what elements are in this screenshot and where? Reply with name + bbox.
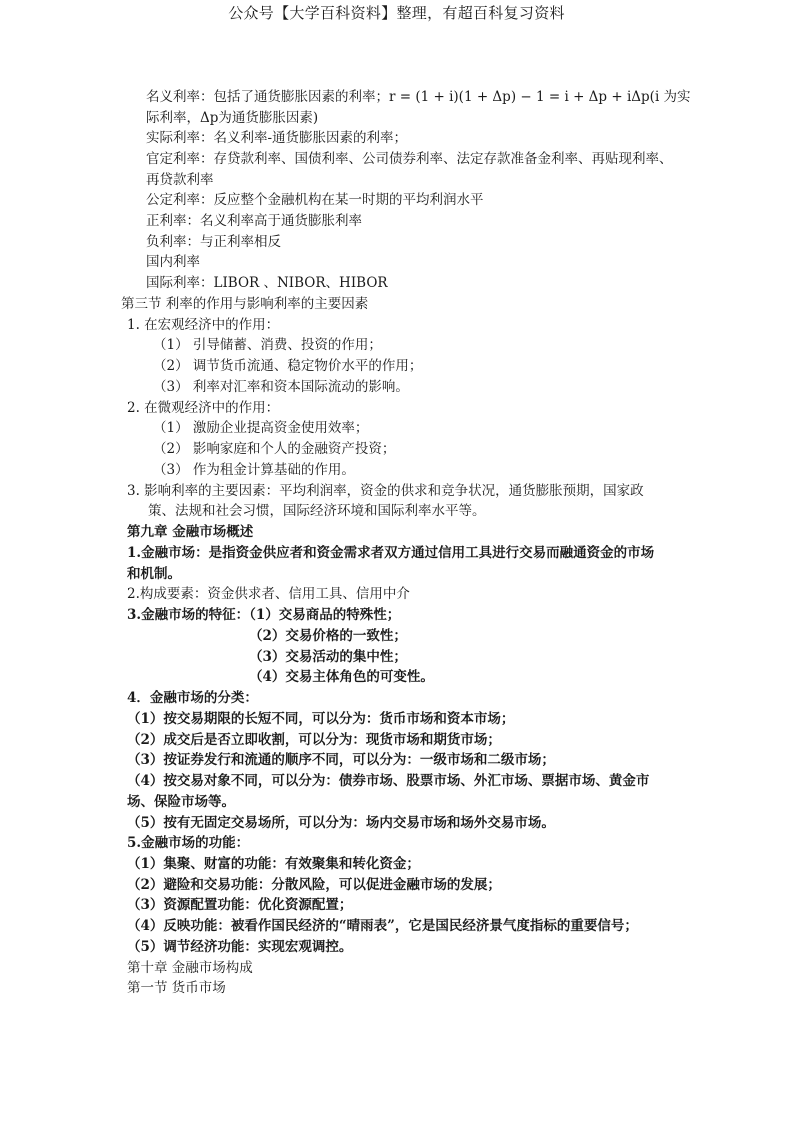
text-line: （3）资源配置功能：优化资源配置；	[127, 897, 353, 913]
text-line: （2）交易价格的一致性；	[249, 628, 407, 644]
text-line: （5）按有无固定交易场所，可以分为：场内交易市场和场外交易市场。	[127, 815, 555, 831]
text-line: 第十章 金融市场构成	[127, 960, 253, 976]
text-line: 公定利率：反应整个金融机构在某一时期的平均利润水平	[146, 192, 484, 208]
text-line: 名义利率：包括了通货膨胀因素的利率；r = (1 + i)(1 + Δp) − 1 = i + Δp + iΔp(i 为实	[146, 89, 691, 105]
text-line: 负利率：与正利率相反	[146, 234, 281, 250]
text-line: （2） 调节货币流通、稳定物价水平的作用；	[153, 358, 423, 374]
text-line: 再贷款利率	[146, 172, 214, 188]
text-line: 策、法规和社会习惯，国际经济环境和国际利率水平等。	[148, 503, 486, 519]
text-line: 和机制。	[127, 566, 181, 582]
text-line: 2.构成要素：资金供求者、信用工具、信用中介	[127, 586, 410, 602]
text-line: （3） 作为租金计算基础的作用。	[153, 462, 355, 478]
text-line: （1） 引导储蓄、消费、投资的作用；	[153, 337, 382, 353]
text-line: 正利率：名义利率高于通货膨胀利率	[146, 213, 362, 229]
text-line: （2） 影响家庭和个人的金融资产投资；	[153, 441, 396, 457]
text-line: 官定利率：存贷款利率、国债利率、公司债券利率、法定存款准备金利率、再贴现利率、	[146, 151, 673, 167]
text-line: 1.金融市场：是指资金供应者和资金需求者双方通过信用工具进行交易而融通资金的市场	[127, 545, 655, 561]
text-line: 第一节 货币市场	[127, 980, 226, 996]
text-line: 际利率，Δp为通货膨胀因素)	[146, 110, 319, 126]
text-line: （2）成交后是否立即收割，可以分为：现货市场和期货市场；	[127, 732, 501, 748]
text-line: （1）按交易期限的长短不同，可以分为：货币市场和资本市场；	[127, 711, 515, 727]
text-line: （4）交易主体角色的可变性。	[249, 669, 434, 685]
text-line: （4）反映功能：被看作国民经济的“晴雨表”，它是国民经济景气度指标的重要信号；	[127, 918, 638, 934]
text-line: （3）交易活动的集中性；	[249, 649, 407, 665]
text-line: 1. 在宏观经济中的作用：	[127, 317, 280, 333]
text-line: 第三节 利率的作用与影响利率的主要因素	[121, 296, 369, 312]
text-line: 3.金融市场的特征：（1）交易商品的特殊性；	[127, 607, 401, 623]
text-line: 场、保险市场等。	[127, 794, 235, 810]
text-line: （4）按交易对象不同，可以分为：债券市场、股票市场、外汇市场、票据市场、黄金市	[127, 773, 650, 789]
text-line: 第九章 金融市场概述	[127, 524, 254, 540]
text-line: （2）避险和交易功能：分散风险，可以促进金融市场的发展；	[127, 877, 501, 893]
text-line: （1）集聚、财富的功能：有效聚集和转化资金；	[127, 856, 420, 872]
text-line: 4．金融市场的分类：	[127, 690, 258, 706]
text-line: （1） 激励企业提高资金使用效率；	[153, 420, 369, 436]
page-header: 公众号【大学百科资料】整理，有超百科复习资料	[228, 4, 565, 22]
text-line: 国内利率	[146, 254, 200, 270]
text-line: 实际利率：名义利率-通货膨胀因素的利率；	[146, 130, 408, 146]
text-line: 5.金融市场的功能：	[127, 835, 250, 851]
text-line: 3. 影响利率的主要因素：平均利润率，资金的供求和竞争状况，通货膨胀预期，国家政	[127, 483, 644, 499]
text-line: （3） 利率对汇率和资本国际流动的影响。	[153, 379, 409, 395]
text-line: 国际利率：LIBOR 、NIBOR、HIBOR	[146, 275, 388, 291]
text-line: （3）按证券发行和流通的顺序不同，可以分为：一级市场和二级市场；	[127, 752, 555, 768]
text-line: （5）调节经济功能：实现宏观调控。	[127, 939, 353, 955]
text-line: 2. 在微观经济中的作用：	[127, 400, 280, 416]
